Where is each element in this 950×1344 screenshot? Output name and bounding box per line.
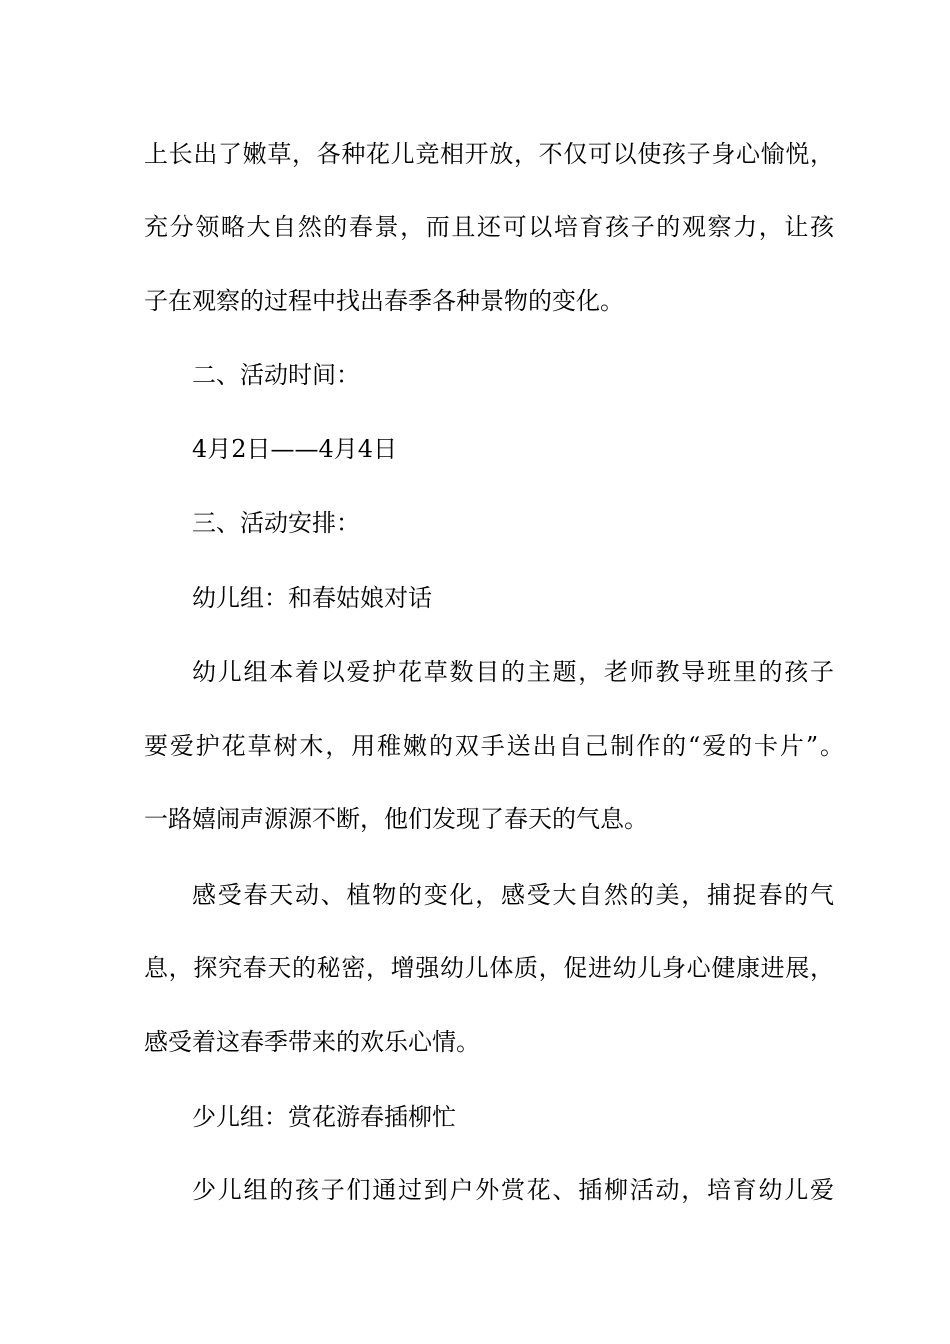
subsection-heading: 幼儿组：和春姑娘对话: [192, 584, 432, 612]
date-range: 4月2日——4月4日: [192, 435, 398, 463]
paragraph-line: 一路嬉闹声源源不断，他们发现了春天的气息。: [144, 805, 648, 833]
paragraph-line: 上长出了嫩草，各种花儿竞相开放，不仅可以使孩子身心愉悦，: [144, 140, 834, 168]
paragraph-line: 感受春天动、植物的变化，感受大自然的美，捕捉春的气: [192, 881, 834, 909]
section-heading: 三、活动安排：: [192, 509, 360, 537]
paragraph-line: 要爱护花草树木，用稚嫩的双手送出自己制作的“爱的卡片”。: [144, 732, 844, 760]
paragraph-line: 感受着这春季带来的欢乐心情。: [144, 1028, 480, 1056]
paragraph-line: 幼儿组本着以爱护花草数目的主题，老师教导班里的孩子: [192, 658, 834, 686]
paragraph-line: 息，探究春天的秘密，增强幼儿体质，促进幼儿身心健康进展，: [144, 954, 834, 982]
paragraph-line: 子在观察的过程中找出春季各种景物的变化。: [144, 287, 624, 315]
section-heading: 二、活动时间：: [192, 361, 360, 389]
paragraph-line: 充分领略大自然的春景，而且还可以培育孩子的观察力，让孩: [144, 213, 834, 241]
paragraph-line: 少儿组的孩子们通过到户外赏花、插柳活动，培育幼儿爱: [192, 1176, 834, 1204]
subsection-heading: 少儿组：赏花游春插柳忙: [192, 1103, 456, 1131]
